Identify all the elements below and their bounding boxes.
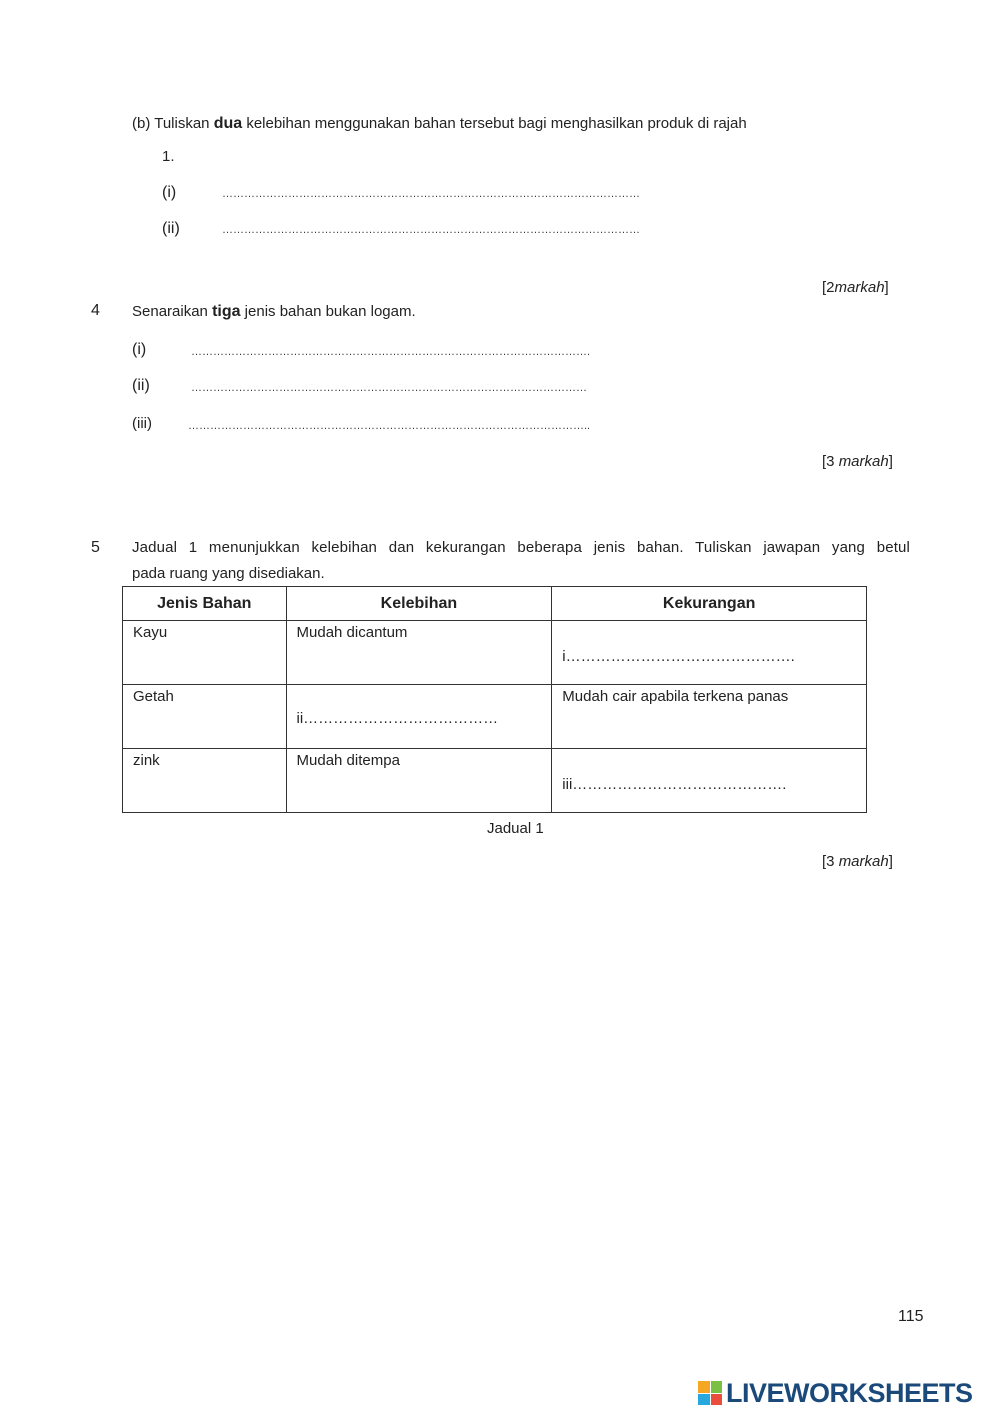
answer-blank-iii[interactable]: iii……………………………………. [562,776,787,793]
q4-answer-blank[interactable]: ……………………………………………………………………………………………… [191,382,587,394]
cell-kekurangan: Mudah cair apabila terkena panas [552,685,867,749]
q3b-marks: [2markah] [822,279,889,296]
q3b-bold-word: dua [213,115,243,132]
q4-marks: [3 markah] [822,453,893,470]
table-row [123,621,867,685]
liveworksheets-logo [698,1378,973,1408]
q3b-sub-number: 1. [162,148,175,165]
q4-answer-blank[interactable]: ……………………………………………………………………………………………….. [188,420,591,432]
q4-bold-word: tiga [212,303,241,320]
cell-kelebihan: Mudah dicantum [286,621,552,685]
cell-kelebihan [286,685,552,749]
q5-instruction-line2: pada ruang yang disediakan. [132,565,325,582]
q5-number: 5 [91,539,100,556]
q4-number: 4 [91,302,100,319]
q3b-answer-blank[interactable]: …………………………………………………………………………………………………… [222,188,640,200]
table-row [123,749,867,813]
answer-blank-i[interactable]: i………………………………………. [562,648,795,665]
q5-instruction-line1: Jadual 1 menunjukkan kelebihan dan kekurangan beberapa jenis bahan. Tuliskan jawapan yang betul [132,539,910,556]
q3b-item-label: (ii) [162,220,180,237]
cell-bahan: zink [123,749,287,813]
cell-kelebihan: Mudah ditempa [286,749,552,813]
jadual-1-table [122,586,867,813]
q4-answer-blank[interactable]: ………………………………………………………………………………………………. [191,346,591,358]
q4-instruction [132,303,416,321]
answer-blank-ii[interactable]: ii………………………………… [296,710,499,727]
q4-item-label: (i) [132,341,147,358]
q3b-prefix: (b) Tuliskan [132,115,214,132]
table-header-row [123,587,867,621]
q3b-answer-blank[interactable]: …………………………………………………………………………………………………… [222,224,640,236]
table-caption: Jadual 1 [487,820,544,837]
table-row [123,685,867,749]
cell-bahan: Kayu [123,621,287,685]
q3b-suffix: kelebihan menggunakan bahan tersebut bagi menghasilkan produk di rajah [242,115,747,132]
cell-kekurangan [552,749,867,813]
q4-item-label: (ii) [132,377,150,394]
cell-bahan: Getah [123,685,287,749]
header-kekurangan: Kekurangan [552,587,867,621]
liveworksheets-brand-text: LIVEWORKSHEETS [726,1377,973,1408]
q4-item-label: (iii) [132,415,152,432]
cell-kekurangan [552,621,867,685]
liveworksheets-logo-icon [698,1381,722,1405]
q4-suffix: jenis bahan bukan logam. [240,303,416,320]
q3b-item-label: (i) [162,184,177,201]
q4-prefix: Senaraikan [132,303,213,320]
page-number: 115 [898,1308,924,1325]
header-kelebihan: Kelebihan [286,587,552,621]
header-jenis-bahan: Jenis Bahan [123,587,287,621]
q3b-instruction [132,115,747,133]
q5-marks: [3 markah] [822,853,893,870]
